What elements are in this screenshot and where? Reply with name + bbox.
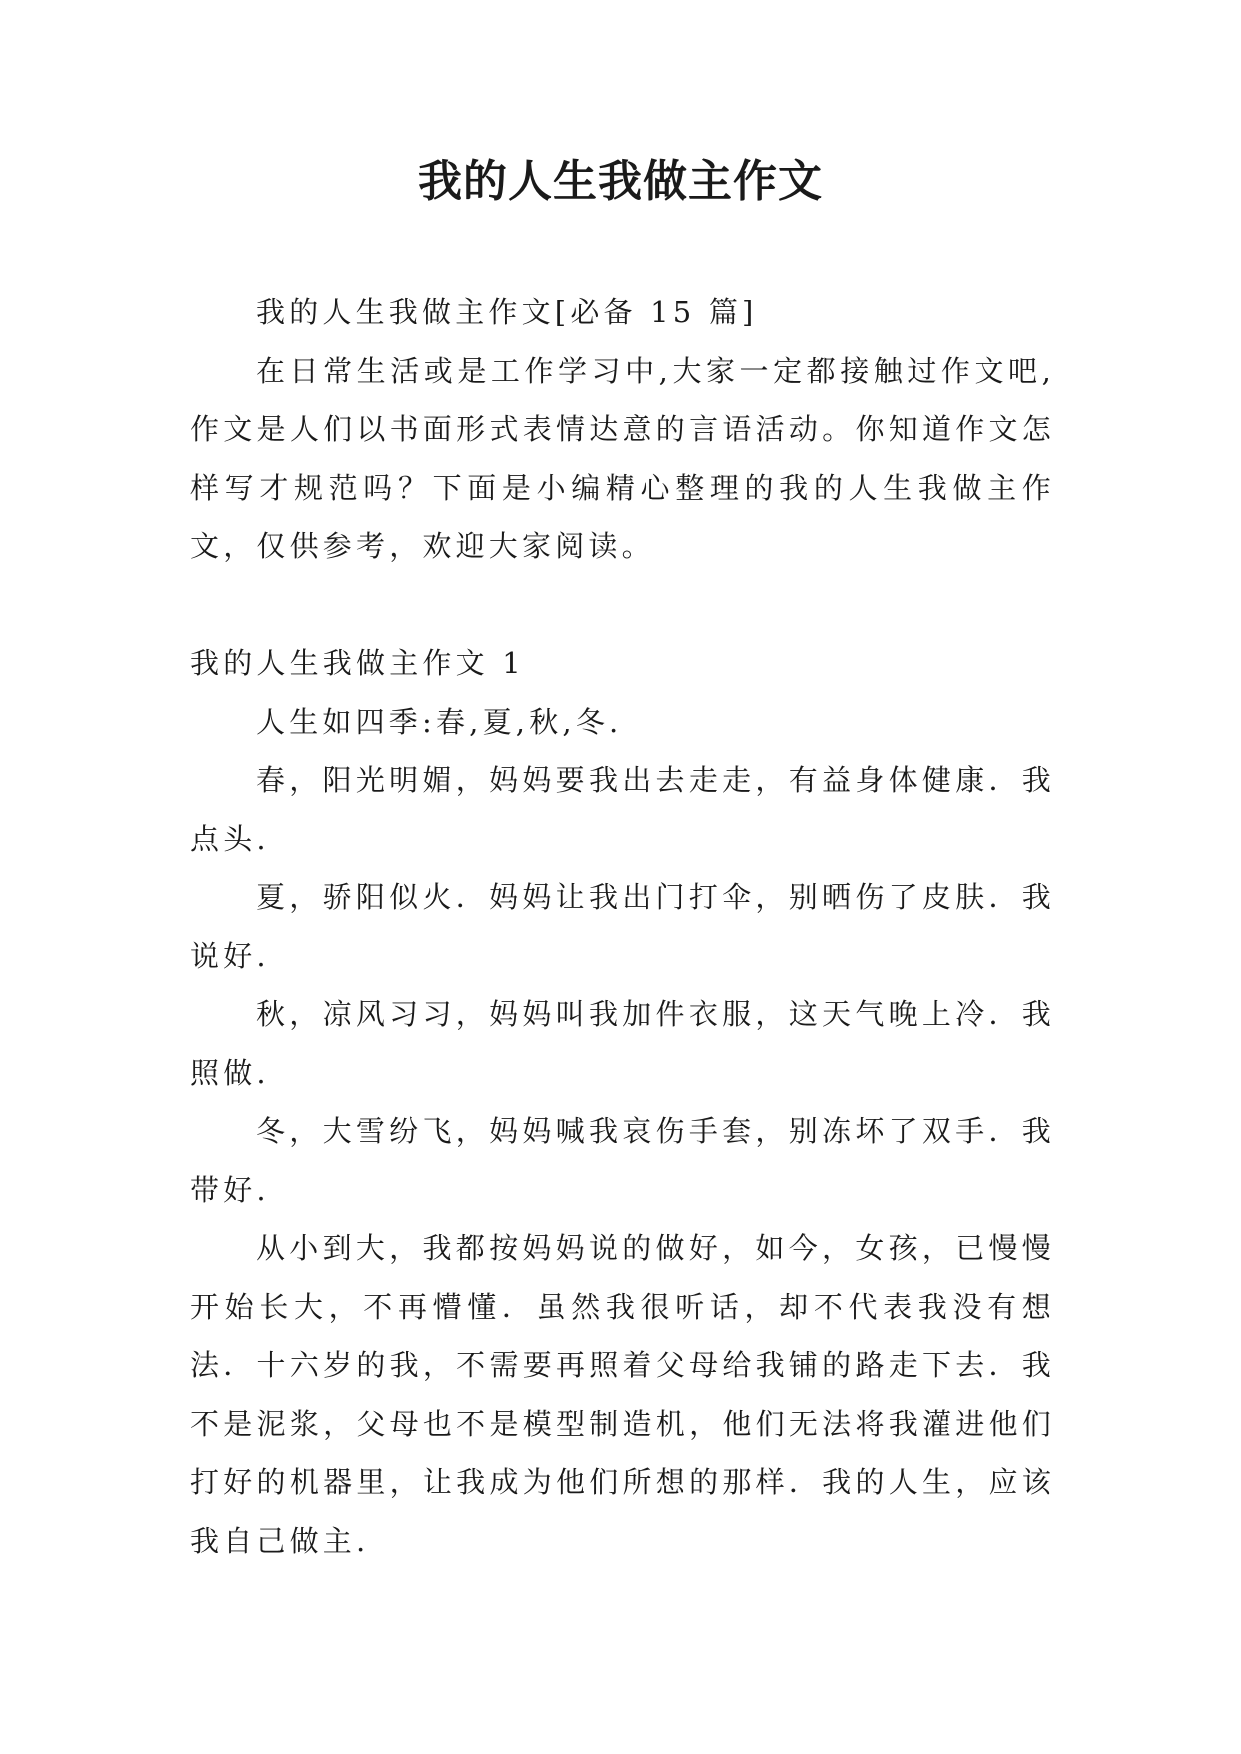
body-paragraph: 人生如四季:春,夏,秋,冬. <box>256 704 623 739</box>
document-title: 我的人生我做主作文 <box>418 156 823 207</box>
document-body <box>190 283 1055 1570</box>
intro-paragraph: 在日常生活或是工作学习中,大家一定都接触过作文吧,作文是人们以书面形式表情达意的言语活动。你知道作文怎样写才规范吗？下面是小编精心整理的我的人生我做主作文，仅供参考，欢迎大家阅读。 <box>190 353 1055 563</box>
section-heading: 我的人生我做主作文 1 <box>190 646 525 680</box>
body-paragraph: 春，阳光明媚，妈妈要我出去走走，有益身体健康．我点头. <box>190 763 1055 856</box>
subtitle-paragraph: 我的人生我做主作文[必备 15 篇] <box>256 295 758 329</box>
body-paragraph: 从小到大，我都按妈妈说的做好，如今，女孩，已慢慢开始长大，不再懵懂．虽然我很听话，却不代表我没有想法．十六岁的我，不需要再照着父母给我铺的路走下去．我不是泥浆，父母也不是模型制造机，他们无法将我灌进他们打好的机器里，让我成为他们所想的那样．我的人生，应该我自己做主. <box>190 1231 1055 1558</box>
body-paragraph: 秋，凉风习习，妈妈叫我加件衣服，这天气晚上冷．我照做. <box>190 997 1055 1090</box>
paragraph-gap <box>190 576 1055 635</box>
body-paragraph: 夏，骄阳似火．妈妈让我出门打伞，别晒伤了皮肤．我说好. <box>190 880 1055 973</box>
body-paragraph: 冬，大雪纷飞，妈妈喊我哀伤手套，别冻坏了双手．我带好. <box>190 1114 1055 1207</box>
